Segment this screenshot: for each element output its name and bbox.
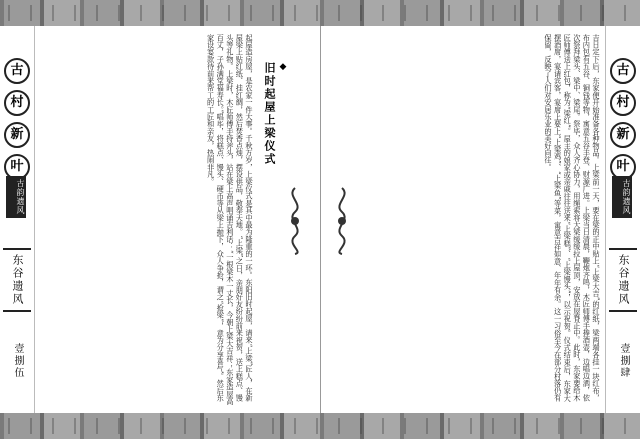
article-heading: ◆ 旧时起屋上梁仪式	[262, 62, 290, 166]
title-char: 村	[610, 90, 636, 116]
title-char: 叶	[4, 154, 30, 180]
left-page	[0, 26, 321, 413]
left-page-body: 起屋造房屋，是农家一件大事。千秋万岁，上梁仪式是其中最为隆重的一环。东阳旧时起屋，请来“上梁”匠人，在新屋梁上贴红纸、挂红绸，然后焚香点烛，摆设供品，敬奉天地。“上梁”之日，亲朋好友纷纷前来祝贺，送上糕点、馒头等礼物。上梁时，木匠师傅手持斧头，站在梁上高声唱诵吉利话：“一根梁木一丈长，今朝上梁大吉祥；东家造屋高百丈，子孙满堂福寿长。”唱毕，将糕点、馒头、硬币等从梁上抛下，众人争抢，谓之“抢梁”，意为分享喜气。然后东家设宴款待前来帮工的工匠和亲友，热闹非凡。	[206, 34, 254, 405]
right-page	[321, 26, 640, 413]
title-char: 新	[4, 122, 30, 148]
right-sidebar	[605, 26, 640, 413]
bottom-decorative-border	[0, 413, 640, 439]
page-number: 壹捌肆	[618, 343, 629, 379]
ornament-icon	[282, 186, 308, 256]
title-char: 古	[610, 58, 636, 84]
page-number: 壹捌伍	[12, 343, 23, 379]
chapter-subtitle: 东谷遗风	[609, 248, 637, 312]
left-sidebar	[0, 26, 35, 413]
book-title	[610, 58, 636, 186]
title-char: 叶	[610, 154, 636, 180]
right-page-body: 吉日定下后，东家便开始准备各种物品。上梁前一天，要在梁的正中贴上“上梁大吉”的红纸，梁两端各挂一块红布，布内包有五谷、铜钱等物，寓意五谷丰登、财源广进。上梁当日清晨，鞭炮齐鸣，木匠师傅手捧酒壶，边唱边洒，依次祭拜梁头、梁中、梁尾。祭毕，众人齐心协力，用绳索将大梁缓缓拉上屋顶，安放在屋脊正中。此时，东家要给木匠师傅送上红包，称为“梁红”。屋主的娘家或亲戚往往送来“上梁糕”、“上梁馒头”，以示祝贺。仪式结束后，东家大摆酒席，宴请宾客，宴席上要上“上梁鸡”、“上梁鱼”等菜，寓意吉祥如意、年年有余。这一习俗至今在部分村落仍有保留，反映了人们对安居乐业的美好向往。	[544, 34, 601, 402]
section-tag: 古韵遗风	[612, 176, 632, 218]
title-char: 新	[610, 122, 636, 148]
top-decorative-border	[0, 0, 640, 26]
title-char: 村	[4, 90, 30, 116]
chapter-subtitle: 东谷遗风	[3, 248, 31, 312]
section-tag: 古韵遗风	[6, 176, 26, 218]
ornament-icon	[329, 186, 355, 256]
title-char: 古	[4, 58, 30, 84]
book-title	[4, 58, 30, 186]
